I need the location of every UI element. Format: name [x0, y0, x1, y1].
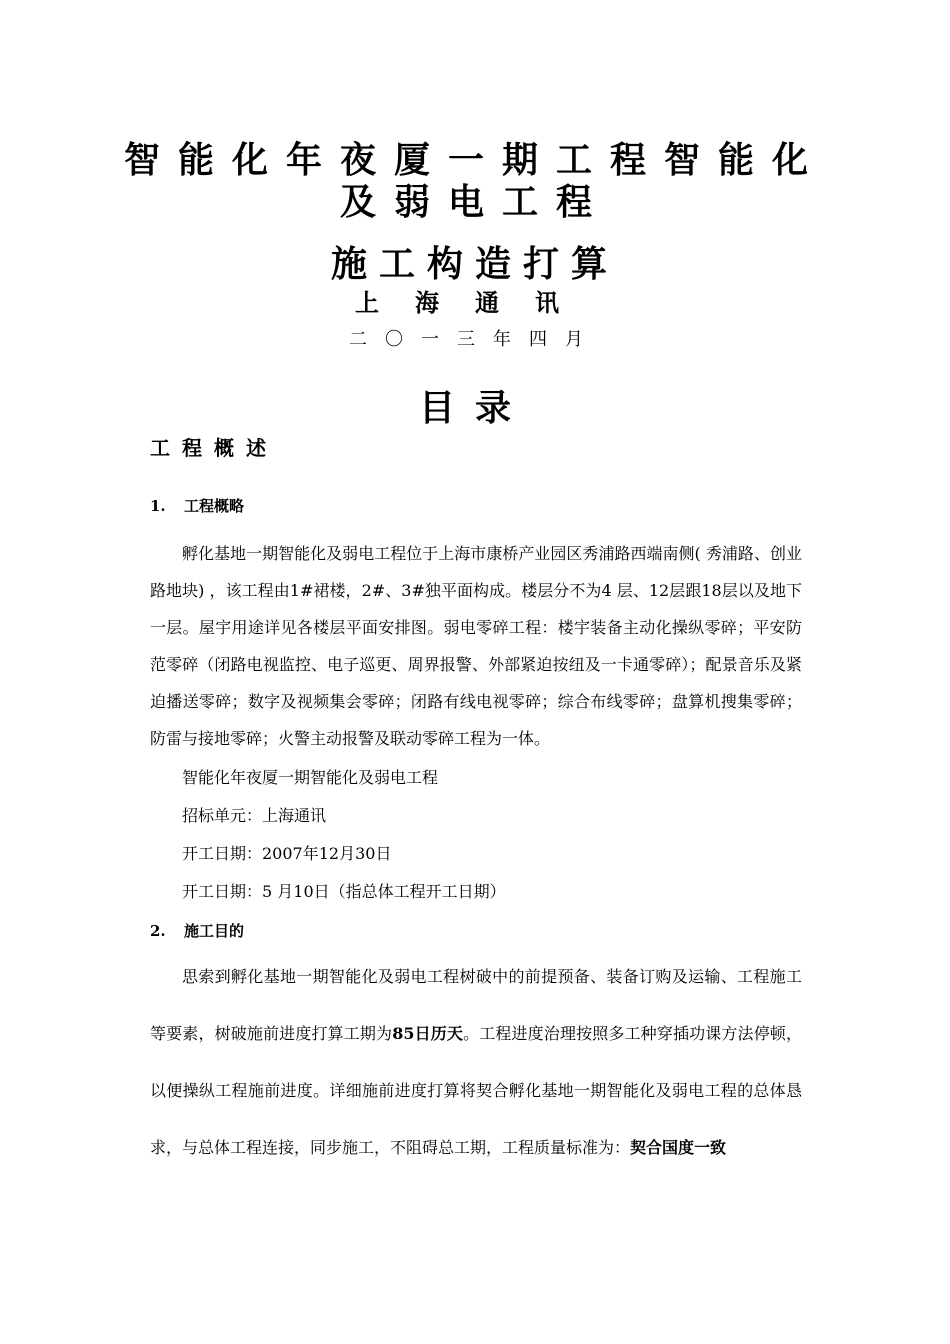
section-2-paragraph	[150, 948, 802, 1176]
section-1-title: 工程概略	[184, 497, 245, 515]
section-2-duration: 85日历天	[392, 1024, 464, 1043]
info-bidder: 招标单元：上海通讯	[182, 806, 327, 825]
toc-title: 目录	[418, 387, 531, 429]
section-2-title: 施工目的	[184, 922, 245, 940]
company-name: 上海通讯	[355, 288, 595, 317]
section-1-paragraph: 孵化基地一期智能化及弱电工程位于上海市康桥产业园区秀浦路西端南侧( 秀浦路、创业路地块) ，该工程由1#裙楼，2#、3#独平面构成。楼层分不为4 层、12层跟18层以及地下一层。屋宇用途详见各楼层平面安排图。弱电零碎工程：楼宇装备主动化操纵零碎；平安防范零碎（闭路电视监控、电子巡更、周界报警、外部紧迫按纽及一卡通零碎）；配景音乐及紧迫播送零碎；数字及视频集会零碎；闭路有线电视零碎；综合布线零碎；盘算机搜集零碎；防雷与接地零碎；火警主动报警及联动零碎工程为一体。	[150, 544, 802, 748]
info-end-date: 开工日期：5 月10日（指总体工程开工日期）	[182, 882, 506, 901]
section-2-number: 2.	[150, 922, 166, 940]
document-subtitle: 施工构造打算	[330, 243, 619, 285]
section-1-number: 1.	[150, 497, 166, 515]
overview-heading: 工程概述	[150, 436, 278, 460]
section-2-standard: 契合国度一致	[630, 1138, 727, 1157]
info-start-date: 开工日期：2007年12月30日	[182, 844, 392, 863]
document-title-line1: 智能化年夜厦一期工程智能化	[123, 139, 826, 181]
section-2-text-1: 思索到孵化基地一期智能化及弱电工程树破中的前提预备、装备订购及运输、工程施工等要素，树破施前进度打算工期为	[150, 967, 802, 1043]
section-2-heading	[150, 920, 244, 942]
section-2-text-2: 。工程进度治理按照多工种穿插功课方法停顿，以便操纵工程施前进度。详细施前进度打算将契合孵化基地一期智能化及弱电工程的总体恳求，与总体工程连接，同步施工，不阻碍总工期，工程质量标准为：	[150, 1024, 802, 1157]
document-title-line2: 及弱电工程	[339, 181, 610, 223]
document-date: 二〇一三年四月	[349, 329, 601, 350]
section-1-heading	[150, 495, 244, 517]
info-project-name: 智能化年夜厦一期智能化及弱电工程	[182, 768, 439, 787]
